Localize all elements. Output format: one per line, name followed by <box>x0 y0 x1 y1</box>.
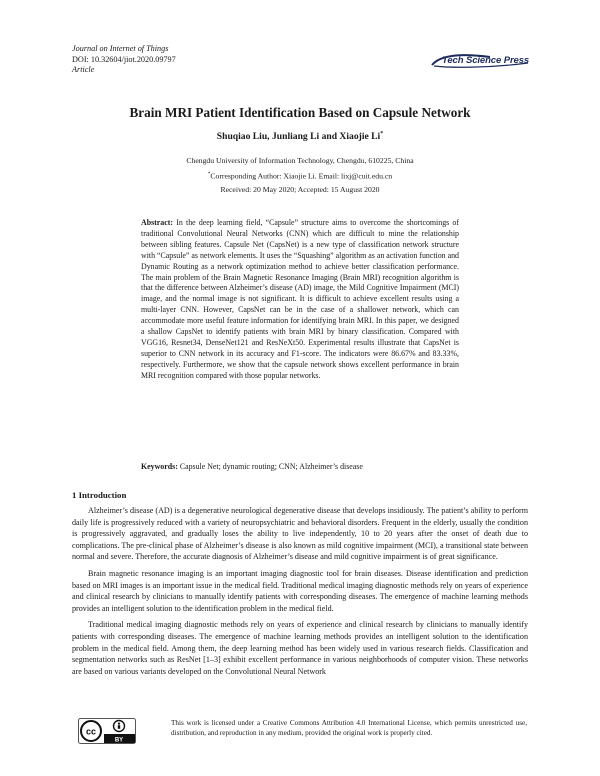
author-names: Shuqiao Liu, Junliang Li and Xiaojie Li <box>216 131 381 143</box>
affiliation-block <box>0 154 600 196</box>
svg-text:cc: cc <box>85 726 97 737</box>
abstract-label: Abstract: <box>141 218 173 227</box>
doi[interactable]: DOI: 10.32604/jiot.2020.09797 <box>72 54 176 64</box>
keywords <box>141 462 459 471</box>
corresponding-marker: * <box>207 171 211 177</box>
author-marker: * <box>380 131 384 137</box>
journal-header <box>72 44 176 76</box>
abstract-text: In the deep learning field, “Capsule” structure aims to overcome the shortcomings of traditional Convolutional Neural Networks (CNN) which are difficult to mine the relationship between sibling features. Capsule Net (CapsNet) is a new type of classification network structure with “Capsule” as network elements. It uses the “Squashing” algorithm as an activation function and Dynamic Routing as a network optimization method to achieve better classification performance. The main problem of the Brain Magnetic Resonance Imaging (Brain MRI) recognition algorithm is that the difference between Alzheimer’s disease (AD) image, the Mild Cognitive Impairment (MCI) image, and the normal image is not significant. It is difficult to achieve excellent results using a multi-layer CNN. However, CapsNet can be in the case of a shallower network, which can accommodate more useful feature information for identifying brain MRI. In this paper, we designed a shallow CapsNet to identify patients with brain MRI by binary classification. Compared with VGG16, Resnet34, DenseNet121 and ResNeXt50. Experimental results illustrate that CapsNet is superior to CNN network in its accuracy and F1-score. The indicators were 86.67% and 83.33%, respectively. Furthermore, we show that the capsule network shows excellent performance in brain MRI recognition compared with those popular networks. <box>141 218 459 380</box>
keywords-text: Capsule Net; dynamic routing; CNN; Alzheimer’s disease <box>179 462 363 471</box>
body-text <box>72 505 528 682</box>
keywords-label: Keywords: <box>141 462 178 471</box>
publisher-name: Tech Science Press <box>442 55 530 66</box>
journal-name: Journal on Internet of Things <box>72 44 169 53</box>
paragraph: Traditional medical imaging diagnostic methods rely on years of experience and clinical research by clinicians to manually identify patients with corresponding diseases. The emergence of machine learning methods provides an intelligent solution to the identification problem in the medical field. Among them, the deep learning method has been widely used in various research fields. Classification and segmentation networks such as ResNet [1–3] exhibit excellent performance in various neighborhoods of computer vision. These networks are based on various variants developed on the Convolutional Neural Network <box>72 620 528 676</box>
dates: Received: 20 May 2020; Accepted: 15 August 2020 <box>220 184 380 194</box>
abstract <box>141 218 459 382</box>
license-footer <box>78 718 528 754</box>
article-type: Article <box>72 65 95 74</box>
license-text: This work is licensed under a Creative Commons Attribution 4.0 International License, which permits unrestricted use, distribution, and reproduction in any medium, provided the original work is properly cited. <box>171 719 527 738</box>
svg-text:BY: BY <box>114 737 124 744</box>
corresponding-text: Corresponding Author: Xiaojie Li. Email: lixj@cuit.edu.cn <box>210 171 393 181</box>
authors <box>0 131 600 142</box>
corresponding-author <box>0 168 600 183</box>
section-heading: 1 Introduction <box>72 490 127 500</box>
publisher-logo <box>430 53 530 69</box>
institution: Chengdu University of Information Technology, Chengdu, 610225, China <box>186 156 414 165</box>
cc-by-license-icon[interactable] <box>78 718 136 744</box>
paragraph: Alzheimer’s disease (AD) is a degenerative neurological degenerative disease that develops insidiously. The patient’s ability to perform daily life is progressively reduced with a variety of neuropsychiatric and behavioral disorders. Frequent in the elderly, usually the condition is progressively aggravated, and gradually loses the ability to live independently, 10 to 20 years after the onset of death due to complications. The pre-clinical phase of Alzheimer’s disease is also known as mild cognitive impairment (MCI), a transitional state between normal and severe. Therefore, the accurate diagnosis of Alzheimer’s disease and mild cognitive impairment is of great significance. <box>72 506 528 562</box>
paper-title: Brain MRI Patient Identification Based on Capsule Network <box>129 105 471 120</box>
paragraph: Brain magnetic resonance imaging is an important imaging diagnostic tool for brain diseases. Disease identification and prediction based on MRI images is an important issue in the medical field. Traditional medical imaging diagnostic methods rely on years of experience and clinical research by clinicians to manually identify patients with corresponding diseases. The emergence of machine learning methods provides an intelligent solution to the identification problem in the medical field. <box>72 568 528 613</box>
